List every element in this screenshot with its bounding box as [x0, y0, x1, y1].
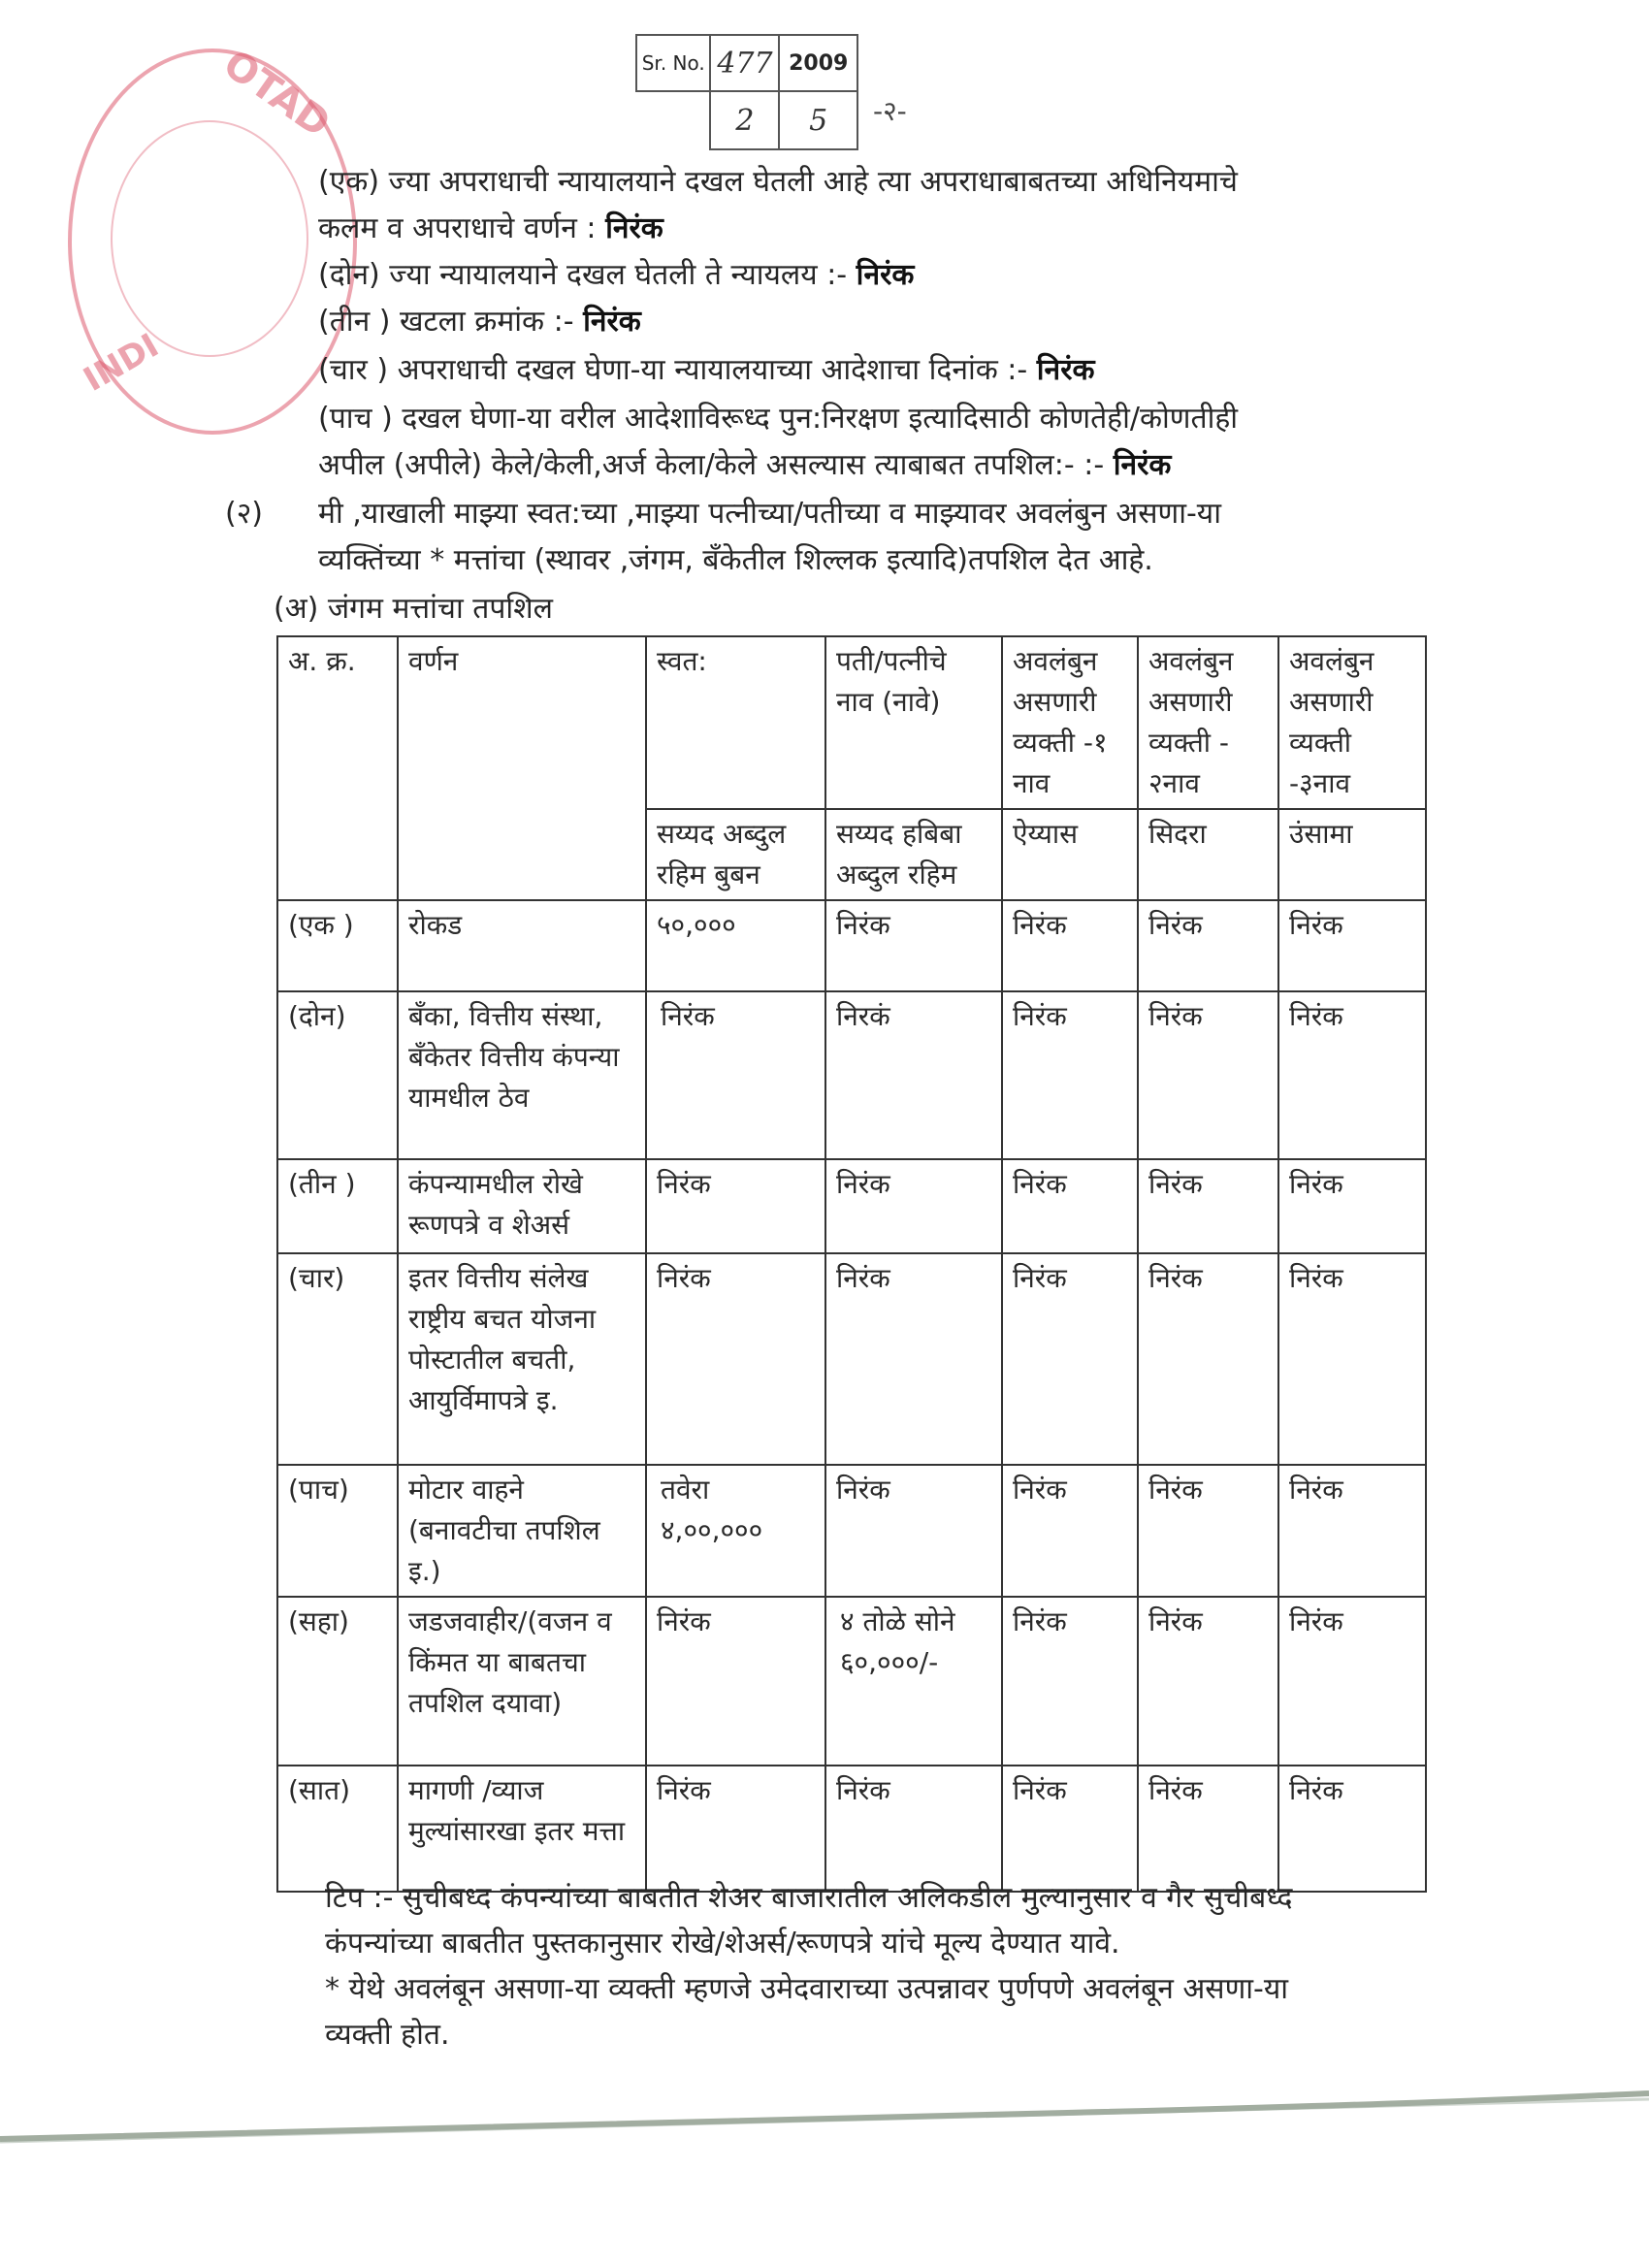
header-dependent-2: अवलंबुन असणारी व्यक्ती - २नाव [1138, 636, 1278, 809]
clause-1-value: निरंक [605, 211, 663, 245]
row-spouse: ४ तोळे सोने ६०,०००/- [825, 1597, 1002, 1766]
row-description: मागणी /व्याज मुल्यांसारखा इतर मत्ता [398, 1766, 646, 1892]
row-dependent-1: निरंक [1002, 1766, 1138, 1892]
official-stamp [68, 42, 357, 435]
row-description: जडजवाहीर/(वजन व किंमत या बाबतचा तपशिल दयावा) [398, 1597, 646, 1766]
header-spouse: पती/पत्नीचे नाव (नावे) [825, 636, 1002, 809]
clause-1-line: (एक) ज्या अपराधाची न्यायालयाने दखल घेतली आहे त्या अपराधाबाबतच्या अधिनियमाचे [318, 165, 1238, 199]
table-row [277, 1253, 1426, 1465]
row-dependent-3: निरंक [1278, 1597, 1426, 1766]
clause-3-text: (तीन ) खटला क्रमांक :- [318, 305, 584, 339]
row-dependent-2: निरंक [1138, 900, 1278, 991]
clause-1-desc-text: कलम व अपराधाचे वर्णन : [318, 211, 606, 245]
clause-2-text: (दोन) ज्या न्यायालयाने दखल घेतली ते न्यायलय :- [318, 258, 857, 292]
row-dependent-2: निरंक [1138, 1766, 1278, 1892]
movable-assets-heading: (अ) जंगम मत्तांचा तपशिल [274, 592, 553, 626]
clause-4-text: (चार ) अपराधाची दखल घेणा-या न्यायालयाच्या आदेशाचा दिनांक :- [318, 353, 1037, 387]
clause-5-line: (पाच ) दखल घेणा-या वरील आदेशाविरूध्द पुन:निरक्षण इत्यादिसाठी कोणतेही/कोणतीही [318, 402, 1239, 436]
header-dependent-1: अवलंबुन असणारी व्यक्ती -१ नाव [1002, 636, 1138, 809]
row-dependent-2: निरंक [1138, 1159, 1278, 1253]
stamp-text-top: OTAD [214, 42, 339, 146]
row-dependent-3: निरंक [1278, 1766, 1426, 1892]
row-sr: (सहा) [277, 1597, 398, 1766]
name-self: सय्यद अब्दुल रहिम बुबन [646, 809, 825, 900]
name-dependent-1: ऐय्यास [1002, 809, 1138, 900]
row-dependent-1: निरंक [1002, 1465, 1138, 1597]
row-self: तवेरा ४,००,००० [646, 1465, 825, 1597]
section-2-line-2: व्यक्तिंच्या * मत्तांचा (स्थावर ,जंगम, बँकेतील शिल्लक इत्यादि)तपशिल देत आहे. [318, 543, 1153, 577]
row-dependent-1: निरंक [1002, 1253, 1138, 1465]
row-description: कंपन्यामधील रोखे रूणपत्रे व शेअर्स [398, 1159, 646, 1253]
table-row [277, 1766, 1426, 1892]
note-line-3: * येथे अवलंबून असणा-या व्यक्ती म्हणजे उमेदवाराच्या उत्पन्नावर पुर्णपणे अवलंबून असणा-या [325, 1972, 1289, 2006]
row-description: मोटार वाहने (बनावटीचा तपशिल इ.) [398, 1465, 646, 1597]
name-dependent-2: सिदरा [1138, 809, 1278, 900]
row-dependent-2: निरंक [1138, 1465, 1278, 1597]
row-dependent-3: निरंक [1278, 1159, 1426, 1253]
row-spouse: निरंक [825, 1253, 1002, 1465]
serial-sub-2: 5 [779, 91, 857, 149]
row-spouse: निरकं [825, 991, 1002, 1159]
row-dependent-1: निरंक [1002, 900, 1138, 991]
header-description: वर्णन [398, 636, 646, 900]
header-self: स्वत: [646, 636, 825, 809]
row-self: निरंक [646, 1766, 825, 1892]
row-spouse: निरंक [825, 1766, 1002, 1892]
stamp-text-bottom: INDI [77, 326, 166, 400]
clause-2-line [318, 256, 914, 295]
header-dependent-3: अवलंबुन असणारी व्यक्ती -३नाव [1278, 636, 1426, 809]
clause-5-line-2 [318, 446, 1171, 485]
header-sr: अ. क्र. [277, 636, 398, 900]
section-2-line-1: मी ,याखाली माझ्या स्वत:च्या ,माझ्या पत्नीच्या/पतीच्या व माझ्यावर अवलंबुन असणा-या [318, 497, 1221, 531]
name-dependent-3: उंसामा [1278, 809, 1426, 900]
clause-3-value: निरंक [583, 305, 641, 339]
serial-year: 2009 [779, 35, 857, 91]
row-sr: (पाच) [277, 1465, 398, 1597]
row-spouse: निरंक [825, 900, 1002, 991]
row-self: ५०,००० [646, 900, 825, 991]
table-row [277, 991, 1426, 1159]
row-self: निरंक [646, 1253, 825, 1465]
clause-5-text: अपील (अपीले) केले/केली,अर्ज केला/केले असल्यास त्याबाबत तपशिल:- :- [318, 448, 1114, 482]
clause-3-line [318, 303, 641, 341]
row-sr: (चार) [277, 1253, 398, 1465]
clause-4-value: निरंक [1036, 353, 1095, 387]
row-spouse: निरंक [825, 1465, 1002, 1597]
row-description: बँका, वित्तीय संस्था, बँकेतर वित्तीय कंपन्या यामधील ठेव [398, 991, 646, 1159]
row-description: इतर वित्तीय संलेख राष्ट्रीय बचत योजना पोस्टातील बचती, आयुर्विमापत्रे इ. [398, 1253, 646, 1465]
row-sr: (सात) [277, 1766, 398, 1892]
table-row [277, 900, 1426, 991]
serial-number: 477 [710, 35, 779, 91]
table-row [277, 1597, 1426, 1766]
page-number: -२- [873, 95, 907, 127]
table-row [277, 1465, 1426, 1597]
note-line-4: व्यक्ती होत. [325, 2018, 450, 2052]
clause-2-value: निरंक [856, 258, 915, 292]
row-dependent-2: निरंक [1138, 1253, 1278, 1465]
table-row [277, 1159, 1426, 1253]
row-self: निरंक [646, 1597, 825, 1766]
clause-1-desc [318, 210, 663, 248]
scan-smudge [0, 2086, 1649, 2144]
serial-number-box [635, 34, 858, 150]
row-spouse: निरंक [825, 1159, 1002, 1253]
note-line-1: टिप :- सुचीबध्द कंपन्यांच्या बाबतीत शेअर बाजारातील अलिकडील मुल्यानुसार व गैर सुचीबध्द [325, 1881, 1293, 1915]
row-sr: (तीन ) [277, 1159, 398, 1253]
movable-assets-table [276, 635, 1427, 1893]
row-description: रोकड [398, 900, 646, 991]
row-dependent-1: निरंक [1002, 1597, 1138, 1766]
row-dependent-3: निरंक [1278, 900, 1426, 991]
row-dependent-1: निरंक [1002, 1159, 1138, 1253]
row-dependent-3: निरंक [1278, 1253, 1426, 1465]
note-line-2: कंपन्यांच्या बाबतीत पुस्तकानुसार रोखे/शेअर्स/रूणपत्रे यांचे मूल्य देण्यात यावे. [325, 1927, 1120, 1960]
row-dependent-1: निरंक [1002, 991, 1138, 1159]
row-sr: (एक ) [277, 900, 398, 991]
name-spouse: सय्यद हबिबा अब्दुल रहिम [825, 809, 1002, 900]
row-self: निरंक [646, 991, 825, 1159]
clause-5-value: निरंक [1113, 448, 1172, 482]
section-2-number: (२) [225, 497, 264, 531]
row-self: निरंक [646, 1159, 825, 1253]
row-sr: (दोन) [277, 991, 398, 1159]
row-dependent-2: निरंक [1138, 991, 1278, 1159]
serial-sub-1: 2 [710, 91, 779, 149]
row-dependent-3: निरंक [1278, 991, 1426, 1159]
row-dependent-2: निरंक [1138, 1597, 1278, 1766]
table-header-row [277, 636, 1426, 809]
row-dependent-3: निरंक [1278, 1465, 1426, 1597]
clause-4-line [318, 351, 1095, 390]
serial-label: Sr. No. [636, 35, 710, 91]
